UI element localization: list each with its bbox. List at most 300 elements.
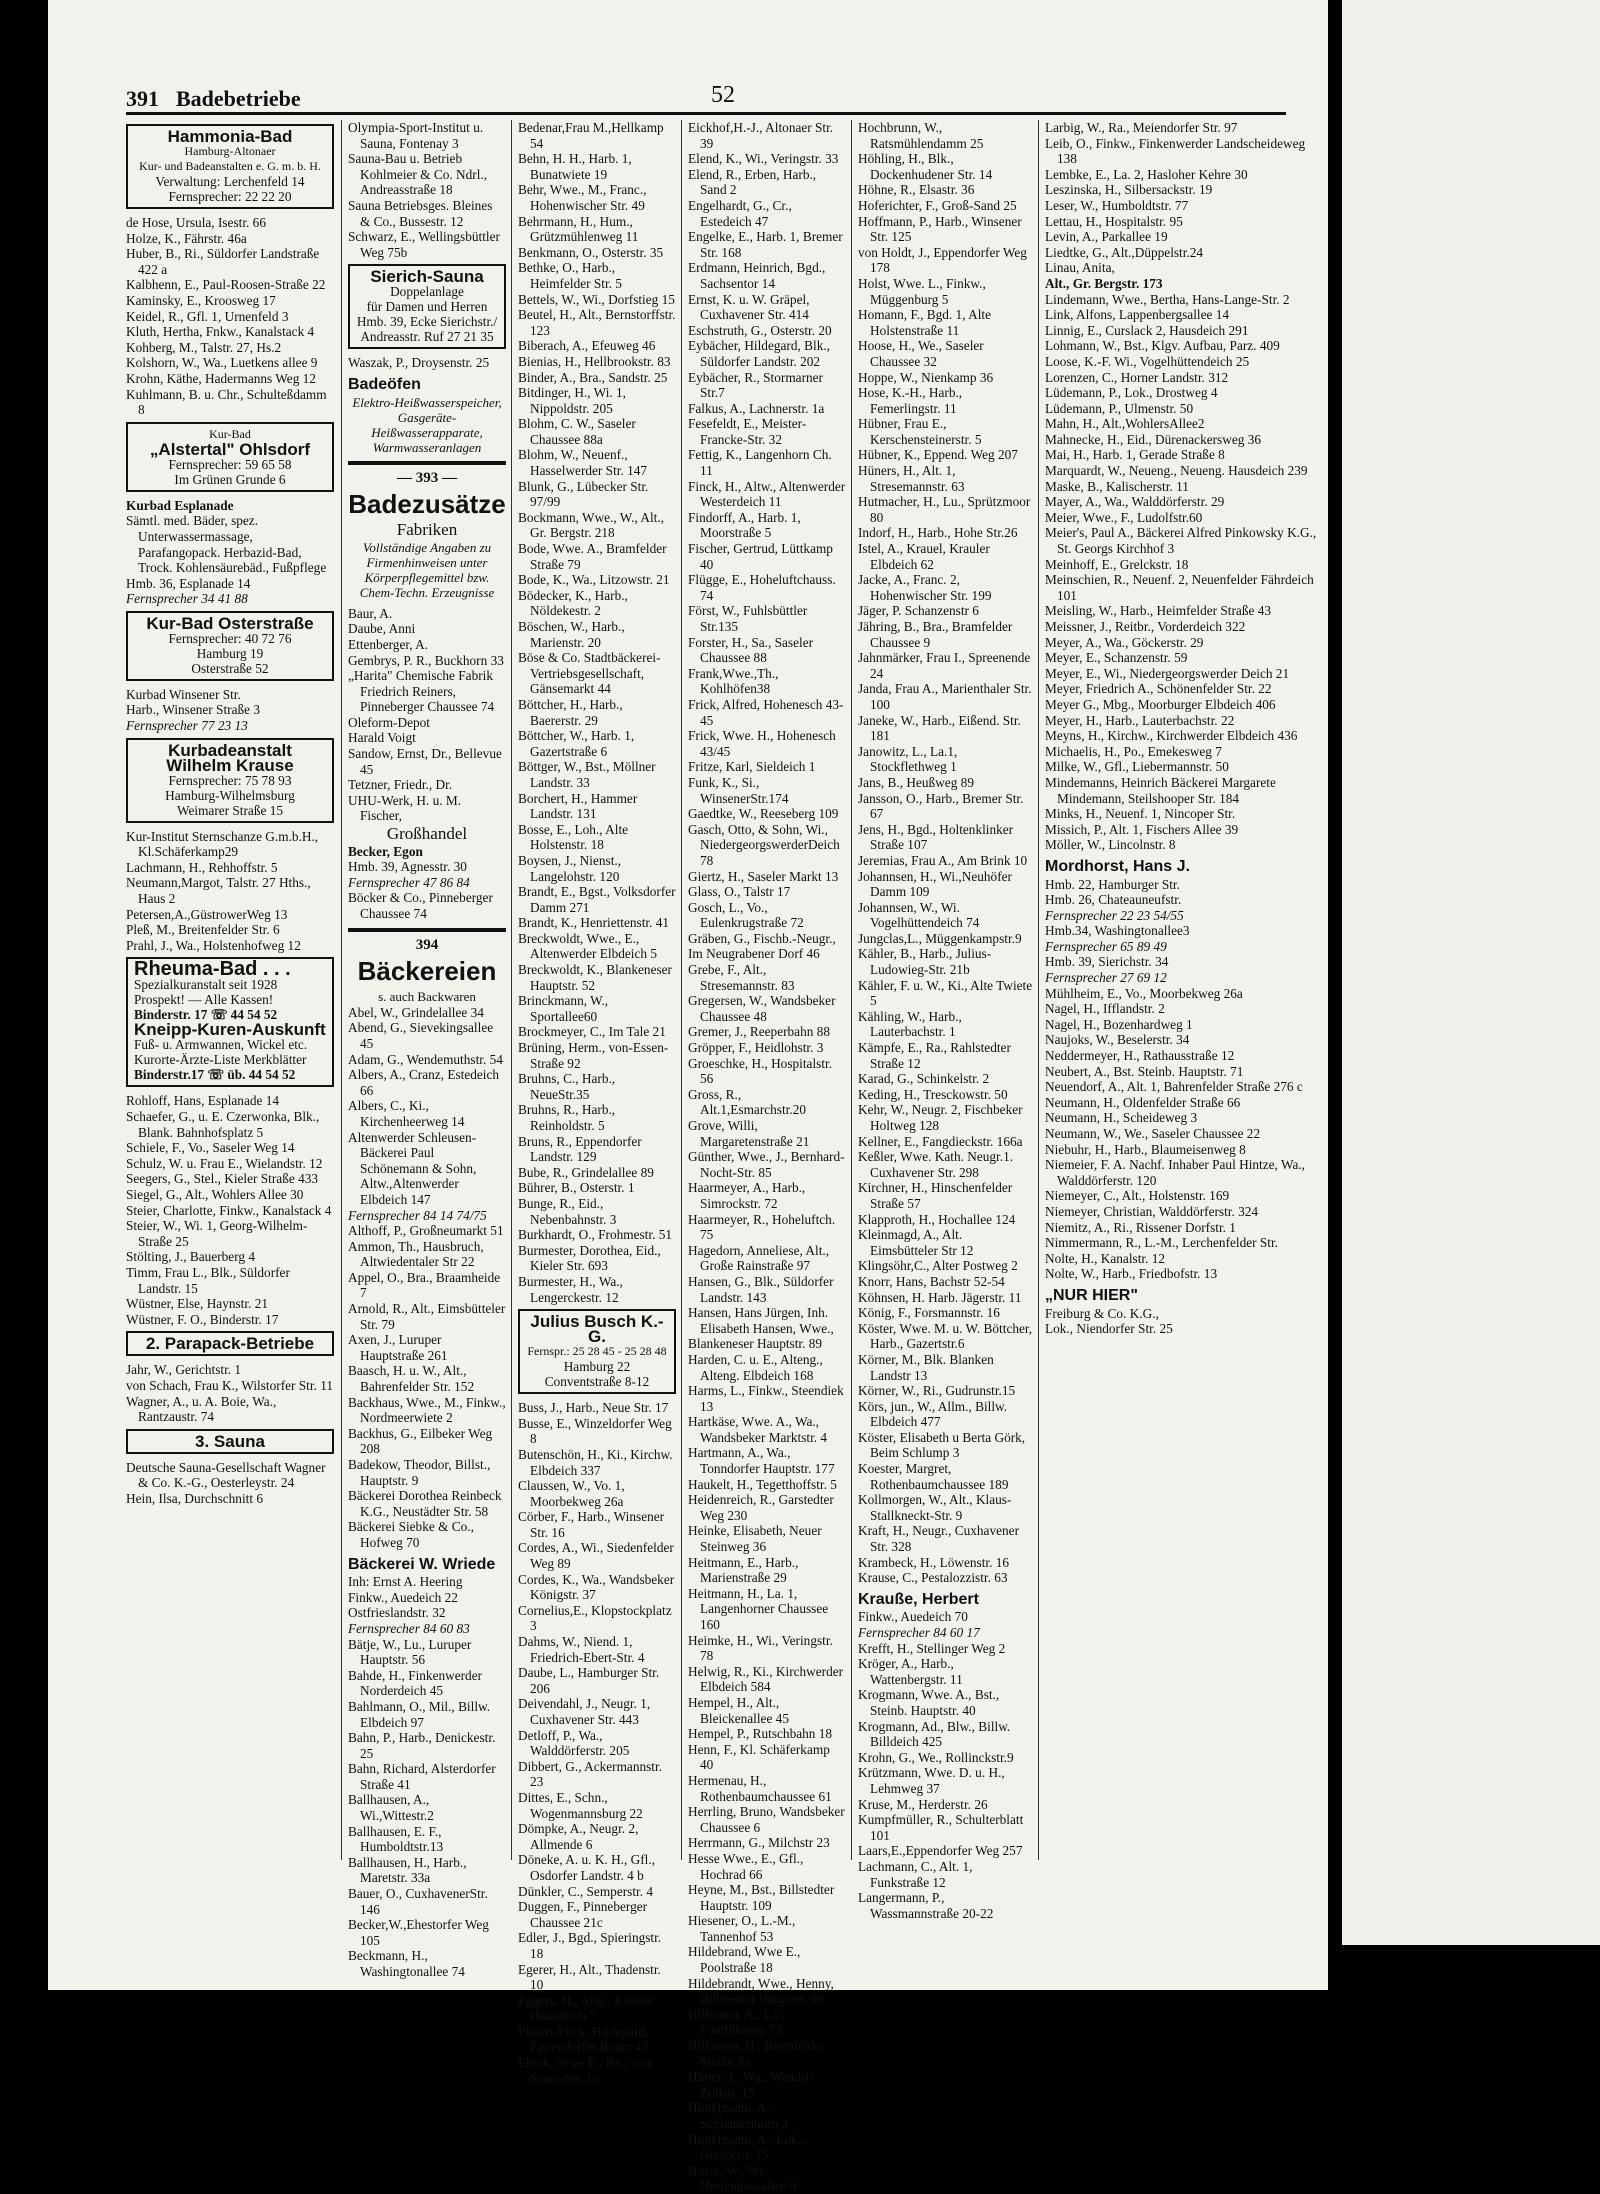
list-item: Meinhoff, E., Grelckstr. 18 — [1045, 556, 1189, 572]
ad-line: Fernsprecher: 59 65 58 — [168, 456, 292, 472]
list-item: Keding, H., Tresckowstr. 50 — [858, 1086, 1008, 1102]
list-item: Biberach, A., Efeuweg 46 — [518, 338, 656, 354]
list-item: Heitmann, H., La. 1, Langenhorner Chaussee 160 — [688, 1585, 829, 1632]
list-item: Fernsprecher 34 41 88 — [126, 591, 248, 607]
entry-list — [126, 215, 334, 418]
list-item: Kur-Institut Sternschanze G.m.b.H., Kl.Schäferkamp29 — [126, 828, 319, 860]
ad-line: Spezialkuranstalt seit 1928 — [134, 977, 278, 993]
list-item: Janda, Frau A., Marienthaler Str. 100 — [858, 681, 1032, 712]
list-item: Daube, Anni — [348, 621, 416, 637]
list-item: Fritze, Karl, Sieldeich 1 — [688, 759, 816, 775]
list-item: Hesse Wwe., E., Gfl., Hochrad 66 — [688, 1850, 804, 1882]
list-item: Hmb. 39, Agnesstr. 30 — [348, 859, 467, 875]
list-item: Klapproth, H., Hochallee 124 — [858, 1211, 1016, 1227]
list-item: Koester, Margret, Rothenbaumchaussee 189 — [858, 1461, 1009, 1492]
list-item: Kämpfe, E., Ra., Rahlstedter Straße 12 — [858, 1040, 1011, 1071]
entry-list — [126, 1362, 334, 1424]
list-item: Mahn, H., Alt.,WohlersAllee2 — [1045, 416, 1205, 432]
list-item: Meyer, Friedrich A., Schönenfelder Str. 22 — [1045, 681, 1272, 697]
list-item: Jähring, B., Bra., Bramfelder Chaussee 9 — [858, 619, 1013, 650]
list-item: Kruse, M., Herderstr. 26 — [858, 1796, 988, 1812]
entry-list — [126, 687, 334, 734]
list-item: Janeke, W., Harb., Eißend. Str. 181 — [858, 712, 1021, 744]
list-item: Flügge, E., Hoheluftchauss. 74 — [688, 572, 836, 603]
krause-ad — [126, 738, 334, 823]
list-item: Eschstruth, G., Osterstr. 20 — [688, 322, 832, 338]
ad-line: für Damen und Herren — [366, 299, 488, 315]
list-item: Henn, F., Kl. Schäferkamp 40 — [688, 1741, 830, 1773]
entry-list — [126, 1460, 334, 1507]
list-item: Lok., Niendorfer Str. 25 — [1045, 1321, 1173, 1337]
list-item: Bedenar,Frau M.,Hellkamp 54 — [518, 120, 664, 151]
list-item: Haarmeyer, A., Harb., Simrockstr. 72 — [688, 1180, 806, 1211]
list-item: Leib, O., Finkw., Finkenwerder Landscheideweg 138 — [1045, 135, 1306, 167]
list-item: Bockmann, Wwe., W., Alt., Gr. Bergstr. 218 — [518, 509, 665, 541]
list-item: Helwig, R., Ki., Kirchwerder Elbdeich 584 — [688, 1663, 844, 1695]
list-item: Kellner, E., Fangdieckstr. 166a — [858, 1133, 1023, 1149]
list-item: Link, Alfons, Lappenbergsallee 14 — [1045, 307, 1230, 323]
list-item: Schulz, W. u. Frau E., Wielandstr. 12 — [126, 1155, 323, 1171]
list-item: Ballhausen, A., Wi.,Wittestr.2 — [348, 1792, 434, 1824]
list-item: Marquardt, W., Neueng., Neueng. Hausdeich 239 — [1045, 463, 1308, 479]
ad-line: Hamburg 22 — [563, 1359, 631, 1375]
list-item: Hempel, P., Rutschbahn 18 — [688, 1726, 833, 1742]
list-item: Elend, K., Wi., Veringstr. 33 — [688, 151, 839, 167]
directory-page — [48, 0, 1328, 2194]
bakery-heading: Bäckerei W. Wriede — [348, 1555, 496, 1573]
list-item: Inh: Ernst A. Heering — [348, 1574, 463, 1590]
list-item: Brinckmann, W., Sportallee60 — [518, 993, 609, 1024]
list-item: Busse, E., Winzeldorfer Weg 8 — [518, 1415, 672, 1447]
list-item: Bäckerei Siebke & Co., Hofweg 70 — [348, 1519, 474, 1550]
list-item: Harb., Winsener Straße 3 — [126, 702, 260, 718]
list-item: Bührer, B., Osterstr. 1 — [518, 1180, 635, 1196]
ad-line: Hamburg 19 — [196, 645, 264, 661]
list-item: Meisling, W., Harb., Heimfelder Straße 43 — [1045, 603, 1272, 619]
list-item: Albers, C., Ki., Kirchenheerweg 14 — [348, 1098, 465, 1129]
list-item: Johannsen, H., Wi.,Neuhöfer Damm 109 — [858, 868, 1012, 900]
list-item: Heitmann, E., Harb., Marienstraße 29 — [688, 1554, 799, 1586]
list-item: Steier, W., Wi. 1, Georg-Wilhelm-Straße 25 — [126, 1218, 308, 1249]
list-item: Körner, W., Ri., Gudrunstr.15 — [858, 1383, 1016, 1399]
list-item: Jansson, O., Harb., Bremer Str. 67 — [858, 790, 1024, 822]
category-note: Vollständige Angaben zu Firmenhinweisen unter Körperpflegemittel bzw. Chem-Techn. Erzeugnisse — [359, 539, 495, 600]
list-item: Niebuhr, H., Harb., Blaumeisenweg 8 — [1045, 1141, 1246, 1157]
list-item: Huber, B., Ri., Süldorfer Landstraße 422 a — [126, 246, 320, 277]
list-item: Hermenau, H., Rothenbaumchaussee 61 — [688, 1772, 832, 1804]
list-item: Behr, Wwe., M., Franc., Hohenwischer Str. 49 — [518, 182, 647, 213]
category-title: Bäckereien — [357, 956, 497, 987]
entry-list — [348, 120, 506, 260]
ad-line: Prospekt! — Alle Kassen! — [134, 992, 274, 1008]
list-item: Dahms, W., Niend. 1, Friedrich-Ebert-Str. 4 — [518, 1634, 645, 1665]
section-number: — 393 — — [397, 469, 457, 486]
list-item: Naujoks, W., Beselerstr. 34 — [1045, 1032, 1190, 1048]
list-item: Hmb. 36, Esplanade 14 — [126, 575, 251, 591]
list-item: Milke, W., Gfl., Liebermannstr. 50 — [1045, 759, 1229, 775]
list-item: Langermann, P., Wassmannstraße 20-22 — [858, 1890, 994, 1921]
ad-title: „Alstertal" Ohlsdorf — [149, 439, 311, 459]
entry-list — [858, 120, 1033, 1586]
list-item: Adam, G., Wendemuthstr. 54 — [348, 1051, 503, 1067]
list-item: Burmester, Dorothea, Eid., Kieler Str. 693 — [518, 1242, 661, 1274]
list-item: Bruhns, R., Harb., Reinholdstr. 5 — [518, 1102, 616, 1133]
parapack-heading — [126, 1331, 334, 1356]
list-item: Meyer G., Mbg., Moorburger Elbdeich 406 — [1045, 696, 1276, 712]
list-item: Bunge, R., Eid., Nebenbahnstr. 3 — [518, 1195, 617, 1227]
list-item: Kolshorn, W., Wa., Luetkens allee 9 — [126, 355, 318, 371]
list-item: Forster, H., Sa., Saseler Chaussee 88 — [688, 634, 814, 666]
list-item: Bienias, H., Hellbrookstr. 83 — [518, 353, 671, 369]
list-item: Krohn, G., We., Rollinckstr.9 — [858, 1749, 1014, 1765]
list-item: Bettels, W., Wi., Dorfstieg 15 — [518, 291, 675, 307]
list-item: Heidenreich, R., Garstedter Weg 230 — [688, 1492, 834, 1523]
section-title: Badebetriebe — [176, 86, 301, 111]
list-item: Ballhausen, E. F., Humboldtstr.13 — [348, 1823, 444, 1855]
list-item: Beutel, H., Alt., Bernstorffstr. 123 — [518, 307, 676, 338]
list-item: Fesefeldt, E., Meister-Francke-Str. 32 — [688, 416, 807, 447]
ad-line: Verwaltung: Lerchenfeld 14 — [155, 174, 305, 189]
sauna-heading — [126, 1429, 334, 1454]
list-item: Köster, Wwe. M. u. W. Böttcher, Harb., Gazertstr.6 — [858, 1320, 1033, 1352]
list-item: Hose, K.-H., Harb., Femerlingstr. 11 — [858, 385, 963, 416]
list-item: Linau, Anita, — [1045, 260, 1115, 276]
ad-title: Kneipp-Kuren-Auskunft — [134, 1020, 326, 1040]
list-item: Meyer, A., Wa., Göckerstr. 29 — [1045, 634, 1204, 650]
entry-list — [518, 1400, 676, 2086]
list-item: Wüstner, F. O., Binderstr. 17 — [126, 1311, 279, 1327]
list-item: Böttcher, W., Harb. 1, Gazertstraße 6 — [518, 728, 635, 759]
list-item: Backhus, G., Eilbeker Weg 208 — [348, 1425, 493, 1457]
list-item: Hoppe, W., Nienkamp 36 — [858, 369, 994, 385]
list-item: Mai, H., Harb. 1, Gerade Straße 8 — [1045, 447, 1225, 463]
list-item: Deutsche Sauna-Gesellschaft Wagner & Co. K.-G., Oesterleystr. 24 — [126, 1459, 326, 1491]
list-item: Missich, P., Alt. 1, Fischers Allee 39 — [1045, 821, 1239, 837]
list-item: Fernsprecher 84 14 74/75 — [348, 1207, 487, 1223]
list-item: Prahl, J., Wa., Holstenhofweg 12 — [126, 937, 301, 953]
bakery-heading: Krauße, Herbert — [858, 1590, 979, 1608]
list-item: Gremer, J., Reeperbahn 88 — [688, 1024, 830, 1040]
list-item: Krogmann, Ad., Blw., Billw. Billdeich 425 — [858, 1718, 1011, 1750]
list-item: Oleform-Depot — [348, 714, 430, 730]
list-item: Knorr, Hans, Bachstr 52-54 — [858, 1273, 1005, 1289]
ad-line: Fernsprecher: 75 78 93 — [168, 772, 292, 788]
list-item: Mühlheim, E., Vo., Moorbekweg 26a — [1045, 985, 1243, 1001]
list-item: Niemeyer, C., Alt., Holstenstr. 169 — [1045, 1188, 1230, 1204]
list-item: Fernsprecher 84 60 17 — [858, 1625, 980, 1640]
column-5 — [858, 120, 1033, 1921]
list-item: Lachmann, C., Alt. 1, Funkstraße 12 — [858, 1858, 973, 1890]
list-item: Groeschke, H., Hospitalstr. 56 — [688, 1055, 833, 1087]
ad-line: Weimarer Straße 15 — [177, 802, 283, 818]
list-item: Homann, F., Bgd. 1, Alte Holstenstraße 11 — [858, 307, 992, 338]
list-item: Hillmann, A., La., Foorthkamp 73 — [688, 2006, 785, 2038]
list-item: Höhling, H., Blk., Dockenhudener Str. 14 — [858, 151, 993, 182]
list-item: Krohn, Käthe, Hadermanns Weg 12 — [126, 370, 316, 386]
list-item: Blankeneser Hauptstr. 89 — [688, 1336, 823, 1352]
list-item: Jungclas,L., Müggenkampstr.9 — [858, 930, 1022, 946]
list-item: Jahnmärker, Frau I., Spreenende 24 — [858, 650, 1031, 681]
list-item: Kumpfmüller, R., Schulterblatt 101 — [858, 1812, 1024, 1843]
list-item: Harald Voigt — [348, 730, 416, 746]
entry-list — [126, 1093, 334, 1327]
list-item: Bahn, Richard, Alsterdorfer Straße 41 — [348, 1761, 496, 1792]
list-item: Harms, L., Finkw., Steendiek 13 — [688, 1383, 844, 1414]
list-item: Meyer, H., Harb., Lauterbachstr. 22 — [1045, 712, 1235, 728]
list-item: Ehnert-Flick, Hildegard, Eppendorfer Baum 43 — [518, 2023, 649, 2055]
list-item: Im Neugrabener Dorf 46 — [688, 946, 820, 962]
list-item: Abend, G., Sievekingsallee 45 — [348, 1020, 494, 1051]
list-item: Michaelis, H., Po., Emekesweg 7 — [1045, 743, 1222, 759]
list-item: Johannsen, W., Wi. Vogelhüttendeich 74 — [858, 899, 980, 931]
list-item: Petersen,A.,GüstrowerWeg 13 — [126, 906, 288, 922]
list-item: Meissner, J., Reitbr., Vorderdeich 322 — [1045, 619, 1246, 634]
list-item: Bahde, H., Finkenwerder Norderdeich 45 — [348, 1667, 483, 1699]
list-item: Döneke, A. u. K. H., Gfl., Osdorfer Landstr. 4 b — [518, 1852, 656, 1883]
list-item: Beckmann, H., Washingtonallee 74 — [348, 1948, 465, 1979]
list-item: Abel, W., Grindelallee 34 — [348, 1004, 484, 1020]
list-item: UHU-Werk, H. u. M. Fischer, — [348, 792, 462, 824]
entry-list — [1045, 877, 1328, 1282]
list-item: Baasch, H. u. W., Alt., Bahrenfelder Str. 152 — [348, 1363, 475, 1395]
ad-line: Conventstraße 8-12 — [544, 1374, 650, 1390]
list-item: Krogmann, Wwe. A., Bst., Steinb. Hauptstr. 40 — [858, 1687, 1000, 1718]
list-item: Tetzner, Friedr., Dr. — [348, 777, 453, 793]
list-item: Krützmann, Wwe. D. u. H., Lehmweg 37 — [858, 1765, 1005, 1796]
list-item: Detloff, P., Wa., Walddörferstr. 205 — [518, 1727, 630, 1759]
list-item: Burmester, H., Wa., Lengerckestr. 12 — [518, 1273, 623, 1305]
ad-line: Binderstr.17 ☏ üb. 44 54 52 — [134, 1067, 296, 1083]
divider-bar — [348, 928, 506, 932]
list-item: Niemitz, A., Ri., Rissener Dorfstr. 1 — [1045, 1219, 1236, 1235]
list-item: Seegers, G., Stel., Kieler Straße 433 — [126, 1171, 319, 1187]
entry-list — [688, 120, 846, 2194]
list-item: Kähler, F. u. W., Ki., Alte Twiete 5 — [858, 977, 1033, 1009]
sierich-ad — [348, 264, 506, 349]
list-item: Axen, J., Luruper Hauptstraße 261 — [348, 1332, 448, 1363]
list-item: Maske, B., Kalischerstr. 11 — [1045, 478, 1189, 494]
ad-title: Rheuma-Bad . . . — [134, 958, 291, 981]
entry-list — [518, 120, 676, 1305]
list-item: Elend, R., Erben, Harb., Sand 2 — [688, 166, 817, 198]
list-item: Jacke, A., Franc. 2, Hohenwischer Str. 199 — [858, 572, 992, 603]
list-item: Heimke, H., Wi., Veringstr. 78 — [688, 1632, 833, 1664]
list-item: Hmb. 26, Chateauneufstr. — [1045, 892, 1182, 908]
list-item: Kirchner, H., Hinschenfelder Straße 57 — [858, 1180, 1013, 1211]
list-item: Hübner, Frau E., Kerschensteinerstr. 5 — [858, 416, 982, 447]
list-item: Möller, W., Lincolnstr. 8 — [1045, 837, 1176, 853]
list-item: Nimmermann, R., L.-M., Lerchenfelder Str. — [1045, 1235, 1279, 1251]
list-item: Minks, H., Neuenf. 1, Nincoper Str. — [1045, 806, 1236, 822]
list-item: Erdmann, Heinrich, Bgd., Sachsentor 14 — [688, 260, 826, 291]
list-item: Klingsöhr,C., Alter Postweg 2 — [858, 1258, 1018, 1274]
list-item: Meyer, E., Schanzenstr. 59 — [1045, 650, 1188, 666]
list-item: Lindemann, Wwe., Bertha, Hans-Lange-Str. 2 — [1045, 291, 1290, 307]
ad-title: Julius Busch K.-G. — [530, 1312, 664, 1347]
list-item: Bethke, O., Harb., Heimfelder Str. 5 — [518, 260, 622, 291]
ad-subtitle: Kur- und Badeanstalten e. G. m. b. H. — [139, 159, 321, 173]
list-item: von Schach, Frau K., Wilstorfer Str. 11 — [126, 1377, 334, 1393]
list-item: Stölting, J., Bauerberg 4 — [126, 1249, 256, 1265]
list-item: Böschen, W., Harb., Marienstr. 20 — [518, 619, 625, 650]
list-item: Gembrys, P. R., Buckhorn 33 — [348, 652, 504, 668]
column-6 — [1045, 120, 1328, 1840]
ad-line: Hmb. 39, Ecke Sierichstr./ — [356, 314, 498, 330]
list-item: Olympia-Sport-Institut u. Sauna, Fontenay 3 — [348, 120, 484, 151]
list-item: Siegel, G., Alt., Wohlers Allee 30 — [126, 1186, 304, 1202]
column-divider — [341, 120, 342, 1860]
list-item: Behrmann, H., Hum., Grützmühlenweg 11 — [518, 213, 639, 245]
list-item: Neumann, H., Scheideweg 3 — [1045, 1110, 1198, 1126]
list-item: Mahnecke, H., Eid., Dürenackersweg 36 — [1045, 431, 1261, 447]
ad-title: Wilhelm Krause — [166, 755, 294, 775]
list-item: Brüning, Herm., von-Essen-Straße 92 — [518, 1040, 669, 1071]
list-item: Lorenzen, C., Horner Landstr. 312 — [1045, 369, 1229, 385]
list-item: Finck, H., Altw., Altenwerder Westerdeich 11 — [688, 478, 846, 510]
category-heading: Badeöfen — [348, 375, 421, 393]
list-item: Bosse, E., Loh., Alte Holstenstr. 18 — [518, 821, 629, 853]
category-heading: 2. Parapack-Betriebe — [145, 1334, 315, 1354]
list-item: Himer, J., Wa., Wandsb. Zollstr. 15 — [688, 2069, 816, 2100]
bakery-heading: „NUR HIER" — [1045, 1286, 1138, 1304]
list-item: „Harita" Chemische Fabrik Friedrich Reiners, Pinneberger Chaussee 74 — [348, 668, 495, 715]
entry-list — [1045, 120, 1328, 853]
list-item: Bahn, P., Harb., Denickestr. 25 — [348, 1730, 496, 1761]
list-item: Eggers, H., Altg., Kleiner Hausdeich 7 — [518, 1992, 654, 2024]
list-item: Egerer, H., Alt., Thadenstr. 10 — [518, 1961, 661, 1993]
list-item: Backhaus, Wwe., M., Finkw., Nordmeerwiete 2 — [348, 1394, 506, 1426]
entry-list — [1045, 1306, 1328, 1337]
list-item: Larbig, W., Ra., Meiendorfer Str. 97 — [1045, 120, 1238, 135]
list-item: Lohmann, W., Bst., Klgv. Aufbau, Parz. 409 — [1045, 338, 1280, 354]
list-item: Lüdemann, P., Ulmenstr. 50 — [1045, 400, 1194, 416]
list-item: Glass, O., Talstr 17 — [688, 884, 791, 900]
column-divider — [1038, 120, 1039, 1860]
list-item: Lembke, E., La. 2, Hasloher Kehre 30 — [1045, 166, 1248, 182]
list-item: Jans, B., Heußweg 89 — [858, 774, 974, 790]
list-item: Bödecker, K., Harb., Nöldekestr. 2 — [518, 587, 628, 619]
list-item: Fernsprecher 27 69 12 — [1045, 970, 1167, 986]
list-item: Hüners, H., Alt. 1, Stresemannstr. 63 — [858, 463, 965, 494]
list-item: Nagel, H., Ifflandstr. 2 — [1045, 1001, 1165, 1017]
list-item: Bube, R., Grindelallee 89 — [518, 1164, 654, 1180]
entry-list — [348, 355, 506, 371]
divider-bar — [348, 461, 506, 465]
list-item: Körs, jun., W., Allm., Billw. Elbdeich 477 — [858, 1398, 1008, 1430]
list-item: Neumann,Margot, Talstr. 27 Hths., Haus 2 — [126, 875, 311, 907]
busch-ad — [518, 1309, 676, 1394]
list-item: Hein, Ilsa, Durchschnitt 6 — [126, 1490, 264, 1506]
list-item: Nagel, H., Bozenhardweg 1 — [1045, 1016, 1193, 1032]
list-item: Hempel, H., Alt., Bleickenallee 45 — [688, 1694, 789, 1726]
list-item: Breckwoldt, K., Blankeneser Hauptstr. 52 — [518, 962, 672, 993]
column-3 — [518, 120, 676, 2086]
ad-line: Fernsprecher: 40 72 76 — [168, 630, 292, 646]
list-item: Günther, Wwe., J., Bernhard-Nocht-Str. 85 — [688, 1149, 845, 1180]
list-item: Eybächer, Hildegard, Blk., Süldorfer Landstr. 202 — [688, 338, 830, 369]
column-1 — [126, 120, 334, 1840]
list-item: Albers, A., Cranz, Estedeich 66 — [348, 1067, 500, 1098]
list-item: Nolte, W., Harb., Friedbofstr. 13 — [1045, 1266, 1218, 1282]
column-2 — [348, 120, 506, 1979]
column-4 — [688, 120, 846, 2194]
list-item: Heyne, M., Bst., Billstedter Hauptstr. 109 — [688, 1882, 835, 1913]
ad-title: Kur-Bad Osterstraße — [146, 613, 314, 633]
list-item: Gröpper, F., Heidlohstr. 3 — [688, 1040, 824, 1056]
list-item: Gaedtke, W., Reeseberg 109 — [688, 806, 839, 822]
list-item: Blunk, G., Lübecker Str. 97/99 — [518, 478, 649, 510]
list-item: Hartkäse, Wwe. A., Wa., Wandsbeker Marktstr. 4 — [688, 1414, 828, 1445]
list-item: Brandt, K., Henriettenstr. 41 — [518, 915, 670, 931]
list-item: Alt., Gr. Bergstr. 173 — [1045, 275, 1163, 291]
list-item: Gosch, L., Vo., Eulenkrugstraße 72 — [688, 899, 804, 931]
list-item: Karad, G., Schinkelstr. 2 — [858, 1071, 990, 1087]
list-item: Lettau, H., Hospitalstr. 95 — [1045, 213, 1183, 229]
bakery-heading: Mordhorst, Hans J. — [1045, 857, 1190, 875]
list-item: Giertz, H., Saseler Markt 13 — [688, 868, 839, 884]
list-item: Fernsprecher 84 60 83 — [348, 1620, 470, 1636]
list-item: Hmb.34, Washingtonallee3 — [1045, 923, 1190, 939]
list-item: Bäckerei Dorothea Reinbeck K.G., Neustädter Str. 58 — [348, 1488, 502, 1519]
list-item: Bruhns, C., Harb., NeueStr.35 — [518, 1071, 616, 1102]
list-item: Deivendahl, J., Neugr. 1, Cuxhavener Str. 443 — [518, 1696, 651, 1727]
list-item: de Hose, Ursula, Isestr. 66 — [126, 215, 266, 230]
list-item: Findorff, A., Harb. 1, Moorstraße 5 — [688, 509, 801, 541]
list-item: Eybächer, R., Stormarner Str.7 — [688, 369, 823, 401]
list-item: Kurbad Esplanade — [126, 497, 234, 513]
list-item: Kurbad Winsener Str. — [126, 686, 241, 702]
category-note: Elektro-Heißwasserspeicher, Gasgeräte-Heißwasserapparate, Warmwasseranlagen — [352, 394, 502, 455]
list-item: Arnold, R., Alt., Eimsbütteler Str. 79 — [348, 1301, 506, 1332]
section-number: 394 — [415, 936, 439, 953]
list-item: Benkmann, O., Osterstr. 35 — [518, 244, 664, 260]
entry-list — [348, 844, 506, 922]
list-item: Hartmann, A., Wa., Tonndorfer Hauptstr. 177 — [688, 1445, 835, 1477]
list-item: Ernst, K. u. W. Gräpel, Cuxhavener Str. 414 — [688, 291, 810, 323]
list-item: Janowitz, L., La.1, Stockflethweg 1 — [858, 743, 958, 775]
list-item: Leser, W., Humboldtstr. 77 — [1045, 197, 1189, 213]
list-item: Hintelmann, A., Lok., Grelckstr. 15 — [688, 2131, 805, 2163]
list-item: Leszinska, H., Silbersackstr. 19 — [1045, 182, 1213, 198]
list-item: Köhnsen, H. Harb. Jägerstr. 11 — [858, 1289, 1022, 1305]
list-item: Kluth, Hertha, Fnkw., Kanalstack 4 — [126, 324, 315, 340]
list-item: Böcker & Co., Pinneberger Chaussee 74 — [348, 890, 493, 921]
list-item: Levin, A., Parkallee 19 — [1045, 229, 1168, 245]
list-item: von Holdt, J., Eppendorfer Weg 178 — [858, 244, 1027, 276]
list-item: Claussen, W., Vo. 1, Moorbekweg 26a — [518, 1478, 625, 1509]
ad-line: Binderstr. 17 ☏ 44 54 52 — [134, 1007, 278, 1023]
list-item: Böse & Co. Stadtbäckerei-Vertriebsgesellschaft, Gänsemarkt 44 — [518, 650, 661, 697]
list-item: Dibbert, G., Ackermannstr. 23 — [518, 1758, 663, 1790]
list-item: Krefft, H., Stellinger Weg 2 — [858, 1640, 1006, 1656]
entry-list — [348, 1005, 506, 1551]
list-item: Buss, J., Harb., Neue Str. 17 — [518, 1400, 669, 1416]
list-item: Niemeyer, Christian, Walddörferstr. 324 — [1045, 1203, 1259, 1219]
list-item: Blohm, W., Neuenf., Hasselwerder Str. 147 — [518, 447, 648, 479]
list-item: Bode, Wwe. A., Bramfelder Straße 79 — [518, 541, 667, 572]
list-item: Jeremias, Frau A., Am Brink 10 — [858, 852, 1028, 868]
ad-line: Andreasstr. Ruf 27 21 35 — [360, 329, 494, 345]
list-item: Brandt, E., Bgst., Volksdorfer Damm 271 — [518, 884, 676, 915]
list-item: König, F., Forsmannstr. 16 — [858, 1305, 1000, 1321]
list-item: Hansen, Hans Jürgen, Inh. Elisabeth Hansen, Wwe., — [688, 1305, 834, 1336]
list-item: Finkw., Auedeich 70 — [858, 1609, 968, 1625]
list-item: Hintelmann, A., Schleusenhörn 3 — [688, 2100, 789, 2131]
column-divider — [511, 120, 512, 1860]
list-item: Haarmeyer, R., Hoheluftch. 75 — [688, 1211, 836, 1243]
list-item: Cordes, K., Wa., Wandsbeker Königstr. 37 — [518, 1571, 675, 1603]
list-item: Funk, K., Si., WinsenerStr.174 — [688, 774, 789, 806]
